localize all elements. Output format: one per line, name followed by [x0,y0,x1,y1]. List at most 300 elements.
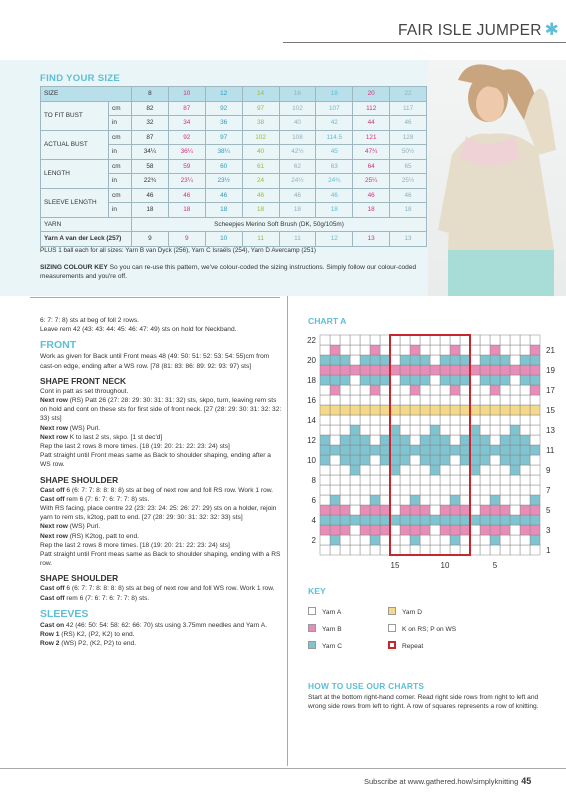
chart-cell [530,545,540,555]
chart-cell [440,485,450,495]
chart-cell [440,445,450,455]
chart-cell [410,425,420,435]
chart-cell [430,475,440,485]
chart-cell [470,545,480,555]
chart-cell [530,415,540,425]
chart-cell [350,465,360,475]
size-col-header: 8 [132,87,169,102]
row-number: 20 [307,356,316,365]
chart-cell [510,375,520,385]
chart-cell [480,335,490,345]
chart-cell [330,495,340,505]
chart-cell [330,525,340,535]
chart-cell [520,435,530,445]
table-cell: 87 [132,130,169,145]
chart-cell [380,445,390,455]
chart-cell [520,545,530,555]
chart-cell [370,345,380,355]
unit-label: in [109,203,132,218]
chart-cell [390,485,400,495]
table-cell: 97 [205,130,242,145]
table-cell: 61 [242,159,279,174]
chart-cell [350,485,360,495]
chart-cell [450,525,460,535]
chart-cell [390,395,400,405]
swatch-yarn-b [308,624,316,632]
chart-cell [370,335,380,345]
chart-cell [350,415,360,425]
chart-cell [510,485,520,495]
chart-cell [430,485,440,495]
chart-cell [320,445,330,455]
chart-cell [410,355,420,365]
unit-label: cm [109,159,132,174]
swatch-knit [388,624,396,632]
chart-cell [370,495,380,505]
instr-line: Row 2 (WS) P2, (K2, P2) to end. [40,640,137,648]
chart-cell [470,485,480,495]
chart-cell [370,375,380,385]
chart-cell [420,545,430,555]
chart-cell [470,495,480,505]
chart-cell [320,365,330,375]
chart-cell [530,525,540,535]
chart-cell [460,335,470,345]
chart-cell [460,395,470,405]
instr-line: Next row K to last 2 sts, skpo. [1 st dec'd] [40,433,163,441]
chart-cell [480,395,490,405]
row-number: 22 [307,336,316,345]
chart-cell [350,545,360,555]
chart-cell [400,415,410,425]
chart-cell [440,335,450,345]
swatch-repeat [388,641,396,649]
chart-cell [410,465,420,475]
chart-cell [390,545,400,555]
chart-cell [400,445,410,455]
chart-cell [410,475,420,485]
chart-cell [370,355,380,365]
chart-cell [380,465,390,475]
key-heading: KEY [308,586,326,596]
chart-cell [330,515,340,525]
measurement-label: ACTUAL BUST [41,130,109,159]
chart-cell [380,455,390,465]
table-row [41,87,427,102]
table-cell: 46 [242,188,279,203]
chart-cell [490,405,500,415]
chart-cell [400,495,410,505]
chart-cell [420,515,430,525]
chart-cell [350,535,360,545]
chart-cell [410,435,420,445]
chart-cell [320,375,330,385]
table-cell: 38¼ [205,145,242,160]
chart-cell [380,435,390,445]
chart-cell [480,345,490,355]
chart-cell [320,475,330,485]
chart-cell [440,365,450,375]
chart-cell [490,445,500,455]
chart-cell [510,505,520,515]
chart-cell [330,465,340,475]
chart-cell [460,475,470,485]
chart-cell [340,445,350,455]
chart-cell [420,535,430,545]
chart-cell [380,485,390,495]
chart-cell [510,455,520,465]
size-col-header: 12 [205,87,242,102]
chart-cell [490,545,500,555]
chart-cell [330,345,340,355]
table-cell: 38 [242,116,279,131]
chart-cell [500,515,510,525]
chart-cell [450,455,460,465]
chart-cell [520,505,530,515]
chart-cell [480,465,490,475]
table-cell: 92 [168,130,205,145]
chart-cell [360,515,370,525]
size-col-header: 16 [279,87,316,102]
chart-cell [500,455,510,465]
chart-cell [450,365,460,375]
chart-cell [340,465,350,475]
swatch-yarn-a [308,607,316,615]
chart-cell [480,355,490,365]
chart-cell [530,505,540,515]
chart-cell [490,525,500,535]
chart-cell [450,345,460,355]
chart-cell [460,405,470,415]
row-number: 10 [307,456,316,465]
chart-cell [370,545,380,555]
chart-cell [380,505,390,515]
chart-cell [330,455,340,465]
chart-cell [490,475,500,485]
chart-cell [530,395,540,405]
chart-cell [370,465,380,475]
chart-cell [380,405,390,415]
chart-cell [350,395,360,405]
size-header: SIZE [41,87,132,102]
chart-cell [390,465,400,475]
chart-cell [530,335,540,345]
chart-cell [350,525,360,535]
chart-cell [360,345,370,355]
chart-cell [330,435,340,445]
chart-cell [430,405,440,415]
chart-cell [440,375,450,385]
chart-cell [520,365,530,375]
chart-cell [530,455,540,465]
chart-cell [490,345,500,355]
chart-cell [460,465,470,475]
row-number: 16 [307,396,316,405]
chart-cell [520,395,530,405]
chart-cell [480,435,490,445]
chart-cell [360,415,370,425]
chart-cell [330,385,340,395]
chart-cell [480,425,490,435]
chart-cell [440,495,450,505]
chart-cell [420,355,430,365]
chart-cell [330,545,340,555]
chart-cell [510,515,520,525]
chart-cell [500,545,510,555]
size-col-header: 18 [316,87,353,102]
table-cell: 44 [353,116,390,131]
chart-cell [320,385,330,395]
chart-cell [450,335,460,345]
chart-cell [420,425,430,435]
chart-cell [530,465,540,475]
chart-cell [520,345,530,355]
chart-cell [360,405,370,415]
table-cell: 24¾ [316,174,353,189]
row-number: 8 [311,476,316,485]
key-yarn-b: Yarn B [308,624,342,633]
instr-line: Next row (RS) K2tog, patt to end. [40,532,139,540]
chart-cell [340,455,350,465]
chart-cell [470,445,480,455]
chart-cell [500,355,510,365]
chart-cell [530,485,540,495]
chart-cell [340,515,350,525]
size-table [40,86,427,247]
chart-cell [330,335,340,345]
chart-cell [450,445,460,455]
plus-yarn-line: PLUS 1 ball each for all sizes: Yarn B van Dyck (256), Yarn C Israëls (254), Yarn D Avercamp (251) [40,247,317,254]
chart-cell [510,385,520,395]
table-cell: 102 [279,101,316,116]
chart-cell [510,395,520,405]
key-yarn-d: Yarn D [388,607,422,616]
chart-cell [470,525,480,535]
chart-cell [520,535,530,545]
chart-cell [330,475,340,485]
unit-label: in [109,174,132,189]
chart-cell [480,445,490,455]
chart-cell [380,535,390,545]
chart-cell [340,475,350,485]
chart-cell [420,525,430,535]
chart-cell [430,435,440,445]
chart-cell [320,335,330,345]
chart-cell [380,515,390,525]
chart-cell [390,425,400,435]
chart-cell [460,425,470,435]
measurement-label: SLEEVE LENGTH [41,188,109,217]
chart-cell [500,415,510,425]
chart-cell [510,495,520,505]
chart-cell [430,415,440,425]
chart-cell [400,515,410,525]
chart-cell [470,435,480,445]
table-cell: 40 [279,116,316,131]
chart-cell [410,455,420,465]
chart-cell [390,445,400,455]
chart-cell [360,435,370,445]
chart-cell [390,495,400,505]
chart-cell [360,365,370,375]
chart-cell [350,475,360,485]
chart-cell [490,505,500,515]
knitting-chart [300,330,555,580]
table-cell: 62 [279,159,316,174]
chart-cell [450,505,460,515]
yarn-label: YARN [41,217,132,232]
chart-cell [340,405,350,415]
instr-line: Row 1 (RS) K2, (P2, K2) to end. [40,631,135,639]
chart-cell [520,485,530,495]
chart-cell [420,345,430,355]
chart-cell [330,415,340,425]
chart-cell [470,425,480,435]
table-cell: 50½ [390,145,427,160]
unit-label: cm [109,101,132,116]
chart-cell [470,535,480,545]
chart-cell [530,495,540,505]
chart-cell [360,525,370,535]
chart-cell [470,345,480,355]
chart-cell [350,495,360,505]
chart-cell [320,455,330,465]
chart-cell [360,545,370,555]
instr-line: Rep the last 2 rows 8 more times. [18 (19: 20: 21: 22: 23: 24) sts] [40,541,230,549]
table-cell: 63 [316,159,353,174]
footer-url: Subscribe at www.gathered.how/simplyknitting [364,777,519,786]
chart-cell [490,455,500,465]
chart-cell [430,455,440,465]
chart-cell [450,375,460,385]
table-cell: 46 [132,188,169,203]
measurement-label: LENGTH [41,159,109,188]
chart-cell [430,535,440,545]
chart-cell [440,415,450,425]
chart-cell [400,395,410,405]
chart-cell [450,405,460,415]
chart-cell [380,345,390,355]
table-cell: 60 [205,159,242,174]
chart-cell [350,455,360,465]
chart-cell [360,375,370,385]
chart-cell [430,525,440,535]
table-cell: 9 [168,232,205,247]
chart-cell [420,465,430,475]
row-number: 5 [546,506,551,515]
instr-line: Patt straight until Front meas same as Back to shoulder shaping, ending with a RS row. [40,551,281,568]
measurement-label: TO FIT BUST [41,101,109,130]
chart-cell [410,505,420,515]
model-photo [428,60,566,296]
chart-cell [440,535,450,545]
chart-cell [360,535,370,545]
chart-cell [510,435,520,445]
table-cell: 64 [353,159,390,174]
row-number: 12 [307,436,316,445]
instr-line: Next row (WS) Purl. [40,424,101,432]
table-cell: 36 [205,116,242,131]
chart-cell [360,485,370,495]
chart-cell [520,495,530,505]
chart-cell [340,385,350,395]
chart-cell [350,345,360,355]
chart-cell [460,495,470,505]
header-rule [283,42,566,43]
table-cell: 46 [390,116,427,131]
chart-cell [350,405,360,415]
size-col-header: 20 [353,87,390,102]
chart-cell [350,335,360,345]
chart-cell [410,415,420,425]
chart-cell [330,375,340,385]
chart-cell [500,385,510,395]
chart-cell [390,535,400,545]
chart-cell [480,545,490,555]
chart-cell [450,425,460,435]
unit-label: cm [109,188,132,203]
chart-cell [370,445,380,455]
chart-cell [350,435,360,445]
chart-cell [400,545,410,555]
table-cell: 65 [390,159,427,174]
chart-cell [410,405,420,415]
chart-cell [400,505,410,515]
chart-cell [430,545,440,555]
shape-shoulder-heading-2: SHAPE SHOULDER [40,573,119,584]
chart-cell [410,545,420,555]
chart-cell [520,515,530,525]
chart-cell [480,505,490,515]
chart-cell [470,355,480,365]
chart-cell [520,355,530,365]
chart-cell [370,365,380,375]
chart-cell [440,475,450,485]
chart-cell [430,425,440,435]
chart-cell [510,425,520,435]
row-number: 19 [546,366,555,375]
chart-cell [320,435,330,445]
chart-cell [440,425,450,435]
chart-cell [450,415,460,425]
chart-cell [480,535,490,545]
chart-cell [320,495,330,505]
instr-line: Cast off 6 (6: 7: 7: 8: 8: 8: 8) sts at beg of next row and foll RS row. Work 1 row. [40,486,273,494]
chart-cell [520,385,530,395]
table-cell: 18 [168,203,205,218]
table-cell: 34¼ [132,145,169,160]
table-cell: 25¼ [353,174,390,189]
instr-line: Rep the last 2 rows 8 more times. [18 (19: 20: 21: 22: 23: 24) sts] [40,443,230,451]
chart-cell [380,365,390,375]
chart-cell [480,515,490,525]
chart-cell [470,505,480,515]
column-divider [287,296,288,766]
chart-cell [440,515,450,525]
column-number: 5 [492,561,498,570]
chart-cell [520,525,530,535]
chart-cell [500,535,510,545]
find-your-size-heading: FIND YOUR SIZE [40,73,121,84]
chart-cell [440,405,450,415]
table-cell: 23½ [205,174,242,189]
chart-cell [490,535,500,545]
instr-line: Cont in patt as set throughout. [40,387,129,395]
table-cell: 42½ [279,145,316,160]
chart-cell [340,355,350,365]
chart-cell [350,445,360,455]
chart-cell [520,335,530,345]
